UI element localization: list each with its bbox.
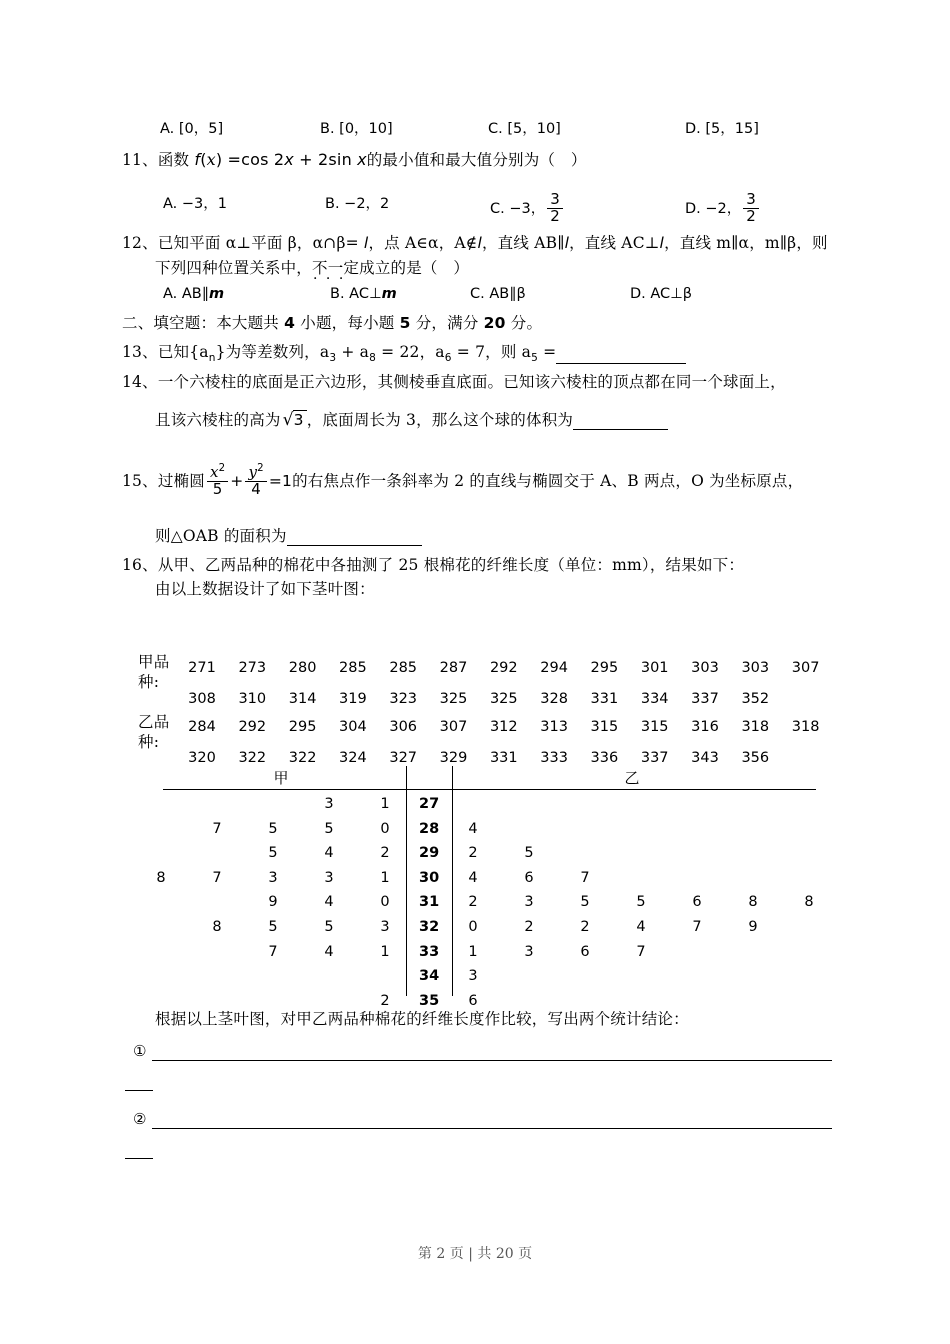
q11-option-a-label: A.: [163, 196, 178, 212]
q12-line1-l1: l: [363, 234, 369, 252]
answer-line-2[interactable]: [152, 1128, 832, 1129]
footer-text-c: 共: [477, 1246, 492, 1262]
jia-value-1-4: 323: [389, 691, 418, 707]
q11-stem-suffix: 的最小值和最大值分别为（ ）: [366, 151, 587, 169]
q15-line1-a: 过椭圆: [157, 471, 205, 490]
q13-text-a: 已知{a: [157, 343, 209, 361]
left-leaf-6-0: 7: [268, 943, 278, 960]
answer-line-1-wrap[interactable]: [125, 1090, 153, 1091]
stem-value-4: 31: [419, 894, 440, 911]
stem-leaf-divider-left: [406, 766, 407, 996]
left-leaf-3-4: 1: [380, 869, 390, 886]
q12-line1-l3: l: [564, 234, 570, 252]
q13-sub-6: 6: [444, 352, 452, 365]
q16-line1: 从甲、乙两品种的棉花中各抽测了 25 根棉花的纤维长度（单位：mm），结果如下：: [157, 556, 745, 574]
yi-value-1-0: 320: [188, 750, 216, 766]
q12-stem-line1: [122, 231, 828, 253]
q15-frac2-numerator: y: [248, 463, 258, 481]
left-leaf-0-1: 1: [380, 796, 390, 812]
stem-leaf-header-left: 甲: [273, 769, 289, 787]
footer-text-a: 第: [417, 1246, 432, 1262]
jia-label-line2: 种:: [138, 673, 160, 691]
q13-text-e: = 7，则 a: [451, 343, 532, 361]
right-leaf-4-0: 2: [468, 894, 478, 911]
footer-separator: |: [468, 1246, 473, 1262]
q10-option-b: B. [0，10]: [320, 121, 393, 137]
footer-page-number: 2: [436, 1246, 446, 1262]
right-leaf-3-0: 4: [468, 869, 478, 886]
section2-text-b: 小题，每小题: [295, 314, 400, 332]
jia-value-0-12: 307: [791, 660, 820, 676]
q12-option-a: [163, 286, 224, 302]
q12-number: 12、: [122, 234, 158, 252]
q15-line1-c: 的右焦点作一条斜率为 2 的直线与椭圆交于 A、B 两点，O 为坐标原点，: [292, 471, 804, 490]
q15-stem-line2: [155, 524, 422, 546]
q11-option-b-value: −2，2: [344, 196, 390, 212]
right-leaf-8-0: 6: [468, 992, 478, 1009]
q11-func-name: f: [194, 150, 201, 169]
answer-line-2-wrap[interactable]: [125, 1158, 153, 1159]
yi-value-0-11: 318: [741, 719, 770, 735]
left-leaf-2-0: 5: [268, 845, 278, 862]
q16-stem-line2: 由以上数据设计了如下茎叶图：: [155, 580, 375, 598]
left-leaf-4-2: 0: [380, 894, 390, 911]
jia-value-0-9: 301: [640, 660, 669, 676]
q12-option-b-label: B. AC⊥: [330, 286, 382, 302]
q13-sub-5: 5: [531, 352, 539, 365]
right-leaf-4-2: 5: [580, 894, 590, 911]
right-leaf-5-1: 2: [524, 919, 534, 935]
jia-value-1-3: 319: [339, 691, 367, 707]
yi-value-0-1: 292: [238, 719, 267, 735]
q13-text-b: }为等差数列，a: [215, 343, 330, 361]
left-leaf-5-3: 3: [380, 919, 390, 935]
yi-label-line2: 种:: [138, 733, 160, 751]
yi-value-0-8: 315: [590, 719, 619, 735]
q11-option-d-denominator: 2: [743, 208, 759, 225]
yi-value-1-1: 322: [238, 750, 267, 766]
stem-value-5: 32: [419, 919, 440, 935]
q11-expr-x2: x: [357, 150, 367, 169]
q11-stem-prefix: 函数: [157, 151, 190, 169]
q14-number: 14、: [122, 373, 158, 391]
q12-line1-d: ，直线 AC⊥: [569, 234, 660, 252]
section-2-header: [122, 311, 542, 333]
jia-value-1-9: 334: [640, 691, 669, 707]
answer-line-1[interactable]: [152, 1060, 832, 1061]
q14-answer-blank[interactable]: [573, 415, 668, 430]
q13-sub-3: 3: [329, 352, 337, 365]
q11-option-c-fraction: [547, 192, 563, 225]
q15-line2: 则△OAB 的面积为: [155, 527, 287, 545]
yi-value-1-6: 331: [489, 750, 518, 766]
left-leaf-0-0: 3: [324, 796, 334, 812]
stem-value-6: 33: [419, 943, 440, 960]
q14-stem-line2: [155, 408, 668, 430]
jia-value-1-2: 314: [288, 691, 317, 707]
q15-fraction-2: [245, 464, 266, 498]
left-leaf-1-0: 7: [212, 820, 222, 837]
q11-option-c-numerator: 3: [550, 190, 560, 208]
q13-sub-n: n: [208, 352, 216, 365]
stem-leaf-header-right: 乙: [624, 769, 640, 787]
yi-value-0-5: 307: [439, 719, 468, 735]
section2-total: 20: [483, 314, 506, 332]
stem-value-8: 35: [419, 992, 440, 1009]
q15-answer-blank[interactable]: [287, 531, 422, 546]
right-leaf-4-3: 5: [636, 894, 646, 911]
q14-sqrt-body: 3: [293, 410, 307, 429]
section2-per: 5: [399, 314, 411, 332]
q15-frac1-numerator: x: [209, 463, 219, 481]
q13-text-c: + a: [336, 343, 370, 361]
left-leaf-2-2: 2: [380, 845, 390, 862]
q11-option-d-label: D.: [685, 200, 701, 217]
left-leaf-1-1: 5: [268, 820, 278, 837]
stem-value-1: 28: [419, 820, 440, 837]
left-leaf-4-0: 9: [268, 894, 278, 911]
q12-option-d-label: D. AC⊥β: [630, 286, 693, 302]
q12-option-d: [630, 286, 692, 302]
q12-option-a-label: A. AB∥: [163, 286, 209, 302]
q11-option-b: [325, 192, 389, 213]
yi-value-1-2: 322: [288, 750, 317, 766]
jia-value-0-5: 287: [439, 660, 468, 676]
right-leaf-4-1: 3: [524, 894, 534, 911]
section2-text-d: 分。: [505, 314, 543, 332]
q14-line2-b: ，底面周长为 3，那么这个球的体积为: [306, 411, 574, 429]
left-leaf-3-2: 3: [268, 869, 278, 886]
q11-option-c-label: C.: [490, 200, 505, 217]
q11-option-a-value: −3，1: [181, 196, 227, 212]
q11-option-d-value: −2，: [705, 200, 742, 217]
yi-value-1-5: 329: [439, 750, 468, 766]
jia-value-0-3: 285: [339, 660, 367, 676]
q15-plus: +: [230, 471, 244, 490]
jia-value-1-6: 325: [489, 691, 518, 707]
left-leaf-1-2: 5: [324, 820, 334, 837]
q10-option-a: A. [0，5]: [160, 121, 224, 137]
q10-option-c: C. [5，10]: [488, 121, 561, 137]
q15-frac1-denominator: 5: [207, 481, 228, 498]
q13-answer-blank[interactable]: [556, 349, 686, 364]
q11-option-d: [685, 192, 761, 225]
yi-value-0-10: 316: [691, 719, 719, 735]
q14-line1: 一个六棱柱的底面是正六边形，其侧棱垂直底面。已知该六棱柱的顶点都在同一个球面上，: [157, 373, 786, 391]
left-leaf-1-3: 0: [380, 820, 390, 837]
jia-value-1-5: 325: [439, 691, 468, 707]
right-leaf-5-5: 9: [748, 919, 758, 935]
q15-frac2-denominator: 4: [245, 481, 266, 498]
q12-line1-b: ，点 A∈α，A∉: [368, 234, 478, 252]
q12-option-b-italic: m: [381, 286, 397, 302]
yi-value-1-3: 324: [339, 750, 367, 766]
right-leaf-7-0: 3: [468, 968, 478, 985]
stem-value-7: 34: [419, 968, 440, 985]
yi-value-0-12: 318: [791, 719, 820, 735]
yi-value-0-0: 284: [188, 719, 216, 735]
left-leaf-3-1: 7: [212, 869, 222, 886]
footer-total-pages: 20: [495, 1246, 514, 1262]
right-leaf-6-3: 7: [636, 943, 646, 960]
q11-option-a: [163, 192, 227, 213]
q15-number: 15、: [122, 471, 158, 490]
left-leaf-3-3: 3: [324, 869, 334, 886]
sqrt-icon: √3: [281, 410, 307, 430]
section2-text-c: 分，满分: [410, 314, 484, 332]
q10-option-d: D. [5，15]: [685, 121, 759, 137]
footer-text-b: 页: [449, 1246, 464, 1262]
left-leaf-5-2: 5: [324, 919, 334, 935]
right-leaf-4-5: 8: [748, 894, 758, 911]
jia-value-0-0: 271: [188, 660, 216, 676]
q16-number: 16、: [122, 556, 158, 574]
right-leaf-3-1: 6: [524, 869, 534, 886]
jia-value-0-11: 303: [741, 660, 770, 676]
right-leaf-4-6: 8: [804, 894, 814, 911]
q12-line1-a: 已知平面 α⊥平面 β，α∩β=: [157, 234, 364, 252]
right-leaf-4-4: 6: [692, 894, 702, 911]
q15-fraction-1: [207, 464, 228, 498]
q12-option-c-label: C. AB∥β: [470, 286, 526, 302]
q13-stem: [122, 340, 686, 364]
left-leaf-5-1: 5: [268, 919, 278, 935]
right-leaf-5-3: 4: [636, 919, 646, 935]
jia-value-1-7: 328: [540, 691, 568, 707]
right-leaf-6-2: 6: [580, 943, 590, 960]
answer-mark-2: ②: [133, 1110, 147, 1128]
jia-value-0-1: 273: [238, 660, 267, 676]
yi-value-0-2: 295: [288, 719, 317, 735]
jia-value-0-7: 294: [540, 660, 568, 676]
q15-frac2-numerator-exp: 2: [257, 463, 264, 474]
yi-value-1-7: 333: [540, 750, 568, 766]
q14-stem-line1: [122, 370, 786, 392]
q11-option-c-denominator: 2: [547, 208, 563, 225]
jia-value-0-8: 295: [590, 660, 619, 676]
jia-value-1-1: 310: [238, 691, 267, 707]
stem-leaf-top-rule: [163, 789, 816, 790]
q11-expr-sin: sin: [328, 150, 352, 169]
q12-line1-c: ，直线 AB∥: [481, 234, 565, 252]
left-leaf-3-0: 8: [156, 869, 166, 886]
q15-line1-b: =1: [268, 471, 293, 490]
q15-stem-line1: [122, 464, 803, 498]
yi-value-0-9: 315: [640, 719, 669, 735]
right-leaf-3-2: 7: [580, 869, 590, 886]
yi-value-1-4: 327: [389, 750, 418, 766]
section2-count: 4: [284, 314, 296, 332]
yi-label-line1: 乙品: [138, 713, 170, 731]
jia-label-line1: 甲品: [138, 653, 170, 671]
q11-func-arg: (x): [200, 150, 223, 169]
q12-line2-a: 下列四种位置关系中，: [155, 259, 313, 277]
q12-option-c: [470, 286, 526, 302]
q11-number: 11、: [122, 151, 158, 169]
jia-value-0-10: 303: [691, 660, 719, 676]
q12-line2-emphasis: 不一定 · · ·: [312, 259, 359, 277]
q12-line1-l2: l: [477, 234, 482, 252]
jia-value-1-8: 331: [590, 691, 619, 707]
q14-line2-a: 且该六棱柱的高为: [155, 411, 281, 429]
jia-value-0-2: 280: [288, 660, 317, 676]
page-footer: [0, 1243, 950, 1263]
yi-value-0-7: 313: [540, 719, 568, 735]
yi-value-0-6: 312: [489, 719, 518, 735]
right-leaf-5-0: 0: [468, 919, 478, 935]
q11-expr-x1: x: [284, 150, 294, 169]
q11-option-d-fraction: [743, 192, 759, 225]
jia-value-1-11: 352: [741, 691, 770, 707]
right-leaf-6-0: 1: [468, 943, 478, 960]
q12-option-a-italic: m: [209, 286, 225, 302]
right-leaf-5-4: 7: [692, 919, 702, 935]
stem-leaf-divider-right: [452, 766, 453, 996]
q11-option-c: [490, 192, 565, 225]
section2-text-a: 二、填空题：本大题共: [122, 314, 285, 332]
left-leaf-6-1: 4: [324, 943, 334, 960]
stem-value-2: 29: [419, 845, 440, 862]
q12-line2-b: 成立的是（ ）: [359, 259, 470, 277]
stem-value-3: 30: [419, 869, 440, 886]
q11-option-c-value: −3，: [509, 200, 546, 217]
q16-stem-line1: [122, 553, 744, 575]
answer-mark-1: ①: [133, 1042, 147, 1060]
left-leaf-4-1: 4: [324, 894, 334, 911]
yi-value-1-9: 337: [640, 750, 669, 766]
right-leaf-2-0: 2: [468, 845, 478, 862]
q11-expr-plus: + 2: [299, 150, 329, 169]
right-leaf-2-1: 5: [524, 845, 534, 862]
footer-text-d: 页: [518, 1246, 533, 1262]
q11-option-d-numerator: 3: [746, 190, 756, 208]
q12-line1-e: ，直线 m∥α，m∥β，则: [664, 234, 828, 252]
yi-value-1-8: 336: [590, 750, 619, 766]
right-leaf-1-0: 4: [468, 820, 478, 837]
q11-option-b-label: B.: [325, 196, 340, 212]
right-leaf-6-1: 3: [524, 943, 534, 960]
left-leaf-8-0: 2: [380, 992, 390, 1009]
yi-value-0-4: 306: [389, 719, 418, 735]
right-leaf-5-2: 2: [580, 919, 590, 935]
q12-line1-l4: l: [659, 234, 665, 252]
q12-option-b: [330, 286, 397, 302]
q13-text-d: = 22，a: [376, 343, 445, 361]
q11-stem: [122, 148, 587, 170]
left-leaf-5-0: 8: [212, 919, 222, 935]
jia-value-0-4: 285: [389, 660, 418, 676]
q13-sub-8: 8: [369, 352, 377, 365]
jia-value-1-0: 308: [188, 691, 216, 707]
q16-answer-prompt: 根据以上茎叶图，对甲乙两品种棉花的纤维长度作比较，写出两个统计结论：: [155, 1010, 689, 1028]
yi-value-1-11: 356: [741, 750, 770, 766]
q15-frac1-numerator-exp: 2: [218, 463, 226, 474]
left-leaf-2-1: 4: [324, 845, 334, 862]
stem-value-0: 27: [419, 796, 440, 812]
left-leaf-6-2: 1: [380, 943, 390, 960]
q13-number: 13、: [122, 343, 158, 361]
yi-value-1-10: 343: [691, 750, 719, 766]
q13-text-f: =: [538, 343, 557, 361]
q12-stem-line2: [155, 256, 469, 278]
jia-value-0-6: 292: [489, 660, 518, 676]
jia-value-1-10: 337: [691, 691, 719, 707]
q11-expr-cos: cos 2: [241, 150, 285, 169]
q11-equals: =: [227, 150, 242, 169]
yi-value-0-3: 304: [339, 719, 367, 735]
